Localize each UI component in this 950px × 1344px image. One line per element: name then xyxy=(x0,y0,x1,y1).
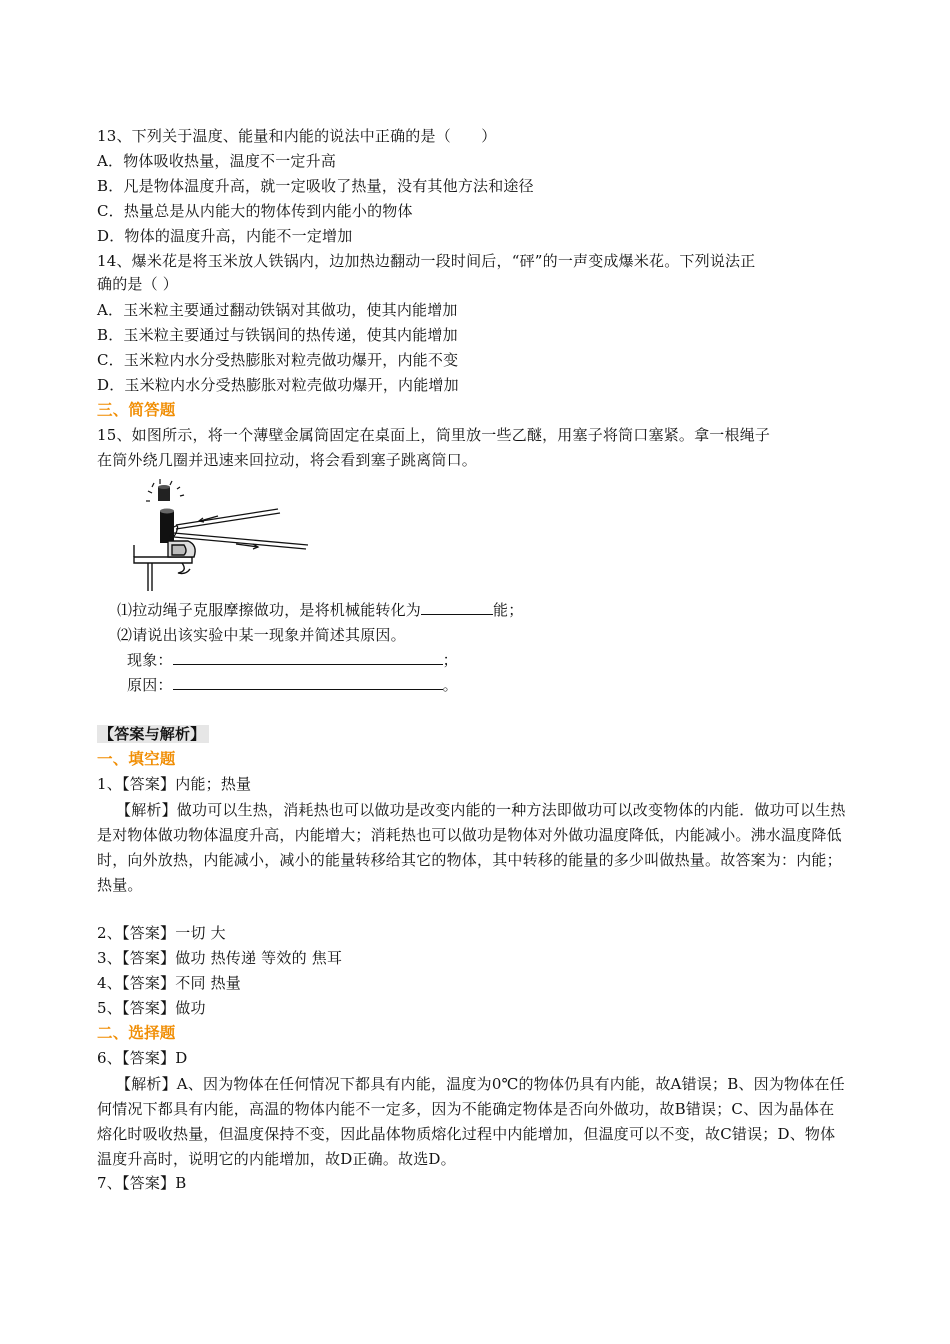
answer-6: 6、【答案】D xyxy=(97,1049,188,1067)
q14-option-a: A．玉米粒主要通过翻动铁锅对其做功，使其内能增加 xyxy=(97,301,458,319)
q15-reason xyxy=(127,674,458,696)
q14-option-b: B．玉米粒主要通过与铁锅间的热传递，使其内能增加 xyxy=(97,326,458,344)
q15-phenomenon xyxy=(127,649,458,671)
answer-4: 4、【答案】不同 热量 xyxy=(97,974,242,992)
q15-reason-label: 原因： xyxy=(127,676,173,694)
answer-3: 3、【答案】做功 热传递 等效的 焦耳 xyxy=(97,949,343,967)
q15-part1-prefix: ⑴拉动绳子克服摩擦做功，是将机械能转化为 xyxy=(117,601,422,619)
section-choice-heading: 二、选择题 xyxy=(97,1024,176,1042)
answer-2: 2、【答案】一切 大 xyxy=(97,924,226,942)
q15-stem-line2: 在筒外绕几圈并迅速来回拉动，将会看到塞子跳离筒口。 xyxy=(97,451,478,469)
cork-flying xyxy=(158,487,170,501)
q13-stem: 13、下列关于温度、能量和内能的说法中正确的是（ ） xyxy=(97,127,497,145)
answers-title-text: 【答案与解析】 xyxy=(97,725,209,743)
q13-option-a: A．物体吸收热量，温度不一定升高 xyxy=(97,152,337,170)
q14-option-d: D．玉米粒内水分受热膨胀对粒壳做功爆开，内能增加 xyxy=(97,376,459,394)
answer-7: 7、【答案】B xyxy=(97,1174,187,1192)
q15-phenomenon-end: ； xyxy=(442,651,458,669)
answer-1: 1、【答案】内能；热量 xyxy=(97,775,252,793)
q15-part1-suffix: 能； xyxy=(493,601,524,619)
q15-part2: ⑵请说出该实验中某一现象并简述其原因。 xyxy=(117,626,406,644)
q15-part1 xyxy=(117,599,523,621)
q15-part1-blank xyxy=(421,599,493,615)
experiment-figure xyxy=(128,475,310,593)
section-short-answer-heading: 三、简答题 xyxy=(97,401,176,419)
answers-title xyxy=(97,723,209,745)
q13-option-b: B．凡是物体温度升高，就一定吸收了热量，没有其他方法和途径 xyxy=(97,177,534,195)
q15-reason-end: 。 xyxy=(442,676,458,694)
q14-stem-line1: 14、爆米花是将玉米放人铁锅内，边加热边翻动一段时间后，“砰”的一声变成爆米花。下列说法正 xyxy=(97,252,756,270)
q13-option-d: D．物体的温度升高，内能不一定增加 xyxy=(97,227,353,245)
q13-option-c: C．热量总是从内能大的物体传到内能小的物体 xyxy=(97,202,413,220)
q15-phenomenon-blank xyxy=(173,649,443,665)
answer-6-analysis: 【解析】A、因为物体在任何情况下都具有内能，温度为0℃的物体仍具有内能，故A错误；B、因为物体在任何情况下都具有内能，高温的物体内能不一定多，因为不能确定物体是否向外做功，故B错误；C、因为晶体在熔化时吸收热量，但温度保持不变，因此晶体物质熔化过程中内能增加，但温度可以不变，故C错误；D、物体温度升高时，说明它的内能增加，故D正确。故选D。 xyxy=(97,1075,845,1168)
q15-phenomenon-label: 现象： xyxy=(127,651,173,669)
answer-5: 5、【答案】做功 xyxy=(97,999,206,1017)
q14-stem-line2: 确的是（ ） xyxy=(97,275,178,293)
q15-reason-blank xyxy=(173,674,443,690)
q15-stem-line1: 15、如图所示，将一个薄壁金属筒固定在桌面上，筒里放一些乙醚，用塞子将筒口塞紧。拿一根绳子 xyxy=(97,426,771,444)
section-fill-blank-heading: 一、填空题 xyxy=(97,750,176,768)
answer-1-analysis: 【解析】做功可以生热，消耗热也可以做功是改变内能的一种方法即做功可以改变物体的内能．做功可以生热是对物体做功物体温度升高，内能增大；消耗热也可以做功是物体对外做功温度降低，内能减小。沸水温度降低时，向外放热，内能减小，减小的能量转移给其它的物体，其中转移的能量的多少叫做热量。故答案为：内能；热量。 xyxy=(97,801,846,894)
q14-option-c: C．玉米粒内水分受热膨胀对粒壳做功爆开，内能不变 xyxy=(97,351,459,369)
